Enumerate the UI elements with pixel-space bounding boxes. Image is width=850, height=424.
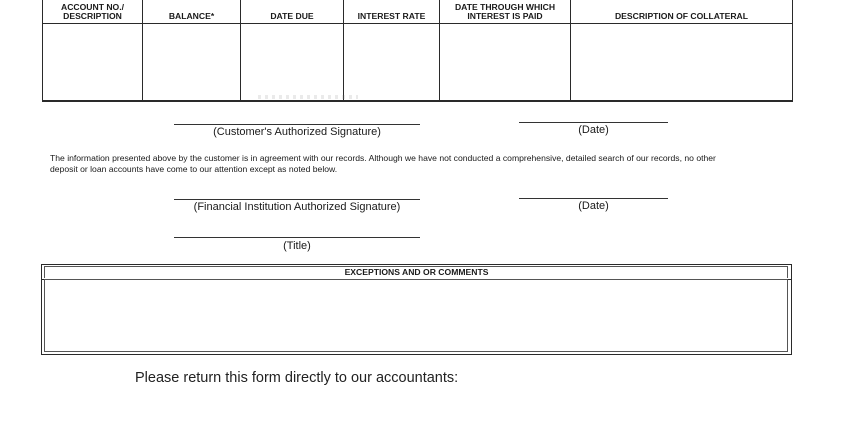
customer-signature-caption: (Customer's Authorized Signature) — [213, 126, 381, 138]
title-line[interactable] — [174, 237, 420, 238]
header-balance — [143, 0, 241, 24]
institution-signature-caption: (Financial Institution Authorized Signature) — [193, 201, 401, 213]
header-date-due — [241, 0, 344, 24]
agreement-statement — [50, 153, 820, 175]
institution-date-caption: (Date) — [578, 200, 609, 212]
cell-interest-paid-date[interactable] — [440, 24, 571, 102]
header-interest-rate — [344, 0, 440, 24]
cell-interest-rate[interactable] — [344, 24, 440, 102]
exceptions-inner-frame-top — [44, 266, 788, 278]
header-interest-paid-date — [440, 0, 571, 24]
header-balance-line2: BALANCE* — [168, 11, 215, 21]
cell-balance[interactable] — [143, 24, 241, 102]
institution-signature-line[interactable] — [174, 199, 420, 200]
cell-account-description[interactable] — [43, 24, 143, 102]
account-table — [42, 0, 793, 102]
header-interest-paid-line1: DATE THROUGH WHICH — [454, 2, 556, 12]
agreement-statement-line1: The information presented above by the customer is in agreement with our records. Although we have not conducted a comprehensive, detailed search of our records, no other — [50, 153, 716, 163]
cell-date-due[interactable] — [241, 24, 344, 102]
institution-date-line[interactable] — [519, 198, 668, 199]
header-account-line2: DESCRIPTION — [63, 11, 122, 21]
header-interest-rate-line2: INTEREST RATE — [357, 11, 426, 21]
return-instructions: Please return this form directly to our accountants: — [135, 370, 459, 386]
agreement-statement-line2: deposit or loan accounts have come to our attention except as noted below. — [50, 164, 338, 174]
header-account-line1: ACCOUNT NO./ — [60, 2, 125, 12]
scan-artifact — [258, 95, 358, 99]
cell-collateral[interactable] — [571, 24, 793, 102]
account-table-row — [43, 24, 793, 102]
title-caption: (Title) — [283, 240, 311, 252]
account-table-header-row — [43, 0, 793, 24]
customer-date-caption: (Date) — [578, 124, 609, 136]
customer-signature-line[interactable] — [174, 124, 420, 125]
exceptions-inner-frame — [44, 279, 788, 352]
header-account-description — [43, 0, 143, 24]
header-collateral-line2: DESCRIPTION OF COLLATERAL — [614, 11, 749, 21]
header-interest-paid-line2: INTEREST IS PAID — [467, 11, 543, 21]
header-date-due-line2: DATE DUE — [270, 11, 314, 21]
exceptions-header: EXCEPTIONS AND OR COMMENTS — [42, 265, 791, 280]
header-collateral — [571, 0, 793, 24]
customer-date-line[interactable] — [519, 122, 668, 123]
